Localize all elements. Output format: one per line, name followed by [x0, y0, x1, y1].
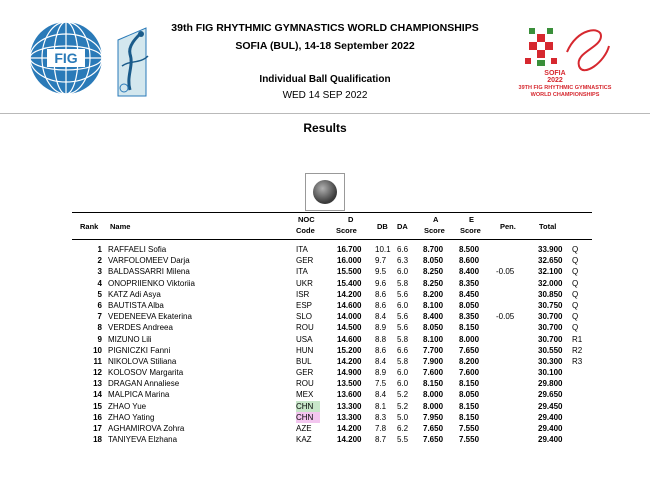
cell-a: 8.150: [423, 379, 444, 389]
sofia-logo-line2: 2022: [547, 77, 563, 84]
cell-noc: CHN: [296, 401, 320, 412]
cell-da: 6.6: [397, 245, 409, 254]
sofia-logo-line3: 39TH FIG RHYTHMIC GYMNASTICS: [518, 85, 612, 91]
cell-db: 8.9: [375, 323, 387, 333]
cell-e: 8.150: [459, 412, 480, 422]
table-row: [72, 389, 592, 400]
cell-d: 14.200: [337, 424, 362, 433]
cell-total: 30.550: [538, 345, 563, 355]
col-noc: NOC: [298, 215, 315, 224]
cell-a: 7.950: [423, 412, 444, 422]
cell-name: KOLOSOV Margarita: [108, 368, 184, 378]
cell-total: 29.400: [538, 435, 563, 445]
table-row: [72, 356, 592, 367]
cell-rank: 14: [93, 390, 102, 400]
cell-e: 8.150: [459, 379, 480, 389]
cell-a: 8.250: [423, 278, 444, 288]
table-row: [72, 278, 592, 289]
cell-noc: ROU: [296, 379, 314, 389]
col-e-score: Score: [460, 226, 481, 235]
cell-total: 29.650: [538, 390, 563, 400]
cell-da: 6.0: [397, 300, 409, 310]
cell-total: 32.650: [538, 256, 563, 266]
cell-name: ZHAO Yating: [108, 412, 155, 422]
cell-e: 8.150: [459, 323, 480, 333]
cell-noc: KAZ: [296, 435, 312, 445]
col-da: DA: [397, 222, 408, 231]
table-header: [72, 212, 592, 240]
cell-d: 16.000: [337, 256, 362, 266]
cell-da: 5.8: [397, 334, 409, 344]
cell-noc: ITA: [296, 245, 308, 254]
cell-da: 5.2: [397, 390, 409, 400]
cell-d: 15.200: [337, 345, 362, 355]
col-d-score: Score: [336, 226, 357, 235]
cell-name: ZHAO Yue: [108, 401, 147, 411]
cell-noc: ESP: [296, 300, 313, 310]
cell-e: 8.350: [459, 278, 480, 288]
col-code: Code: [296, 226, 315, 235]
col-rank: Rank: [80, 222, 99, 231]
cell-total: 30.700: [538, 334, 563, 344]
cell-da: 5.6: [397, 289, 409, 299]
results-table: [72, 212, 592, 445]
cell-da: 5.8: [397, 278, 409, 288]
cell-total: 32.100: [538, 267, 563, 277]
table-row: [72, 300, 592, 311]
cell-noc: CHN: [296, 412, 320, 423]
cell-d: 14.600: [337, 300, 362, 310]
table-row: [72, 289, 592, 300]
cell-a: 8.050: [423, 323, 444, 333]
cell-da: 5.8: [397, 356, 409, 366]
cell-noc: UKR: [296, 278, 313, 288]
cell-d: 14.200: [337, 289, 362, 299]
cell-name: PIGNICZKI Fanni: [108, 345, 171, 355]
cell-da: 5.6: [397, 312, 409, 322]
cell-q: Q: [572, 323, 579, 333]
cell-d: 13.300: [337, 412, 362, 422]
cell-total: 30.700: [538, 323, 563, 333]
cell-a: 7.650: [423, 435, 444, 445]
cell-rank: 6: [97, 300, 102, 310]
cell-db: 9.6: [375, 278, 387, 288]
cell-name: NIKOLOVA Stiliana: [108, 356, 177, 366]
cell-name: DRAGAN Annaliese: [108, 379, 180, 389]
cell-noc: AZE: [296, 424, 312, 433]
cell-q: Q: [572, 289, 579, 299]
cell-a: 8.700: [423, 245, 444, 254]
cell-q: R2: [572, 345, 583, 355]
header-divider: [0, 113, 650, 114]
cell-rank: 16: [93, 412, 102, 422]
cell-da: 5.2: [397, 401, 409, 411]
cell-d: 15.500: [337, 267, 362, 277]
cell-total: 29.800: [538, 379, 563, 389]
section-title: Results: [303, 121, 347, 135]
cell-q: Q: [572, 245, 579, 254]
cell-q: Q: [572, 300, 579, 310]
cell-db: 8.1: [375, 401, 387, 411]
cell-db: 9.7: [375, 256, 387, 266]
cell-d: 13.600: [337, 390, 362, 400]
cell-noc: SLO: [296, 312, 313, 322]
cell-e: 8.200: [459, 356, 480, 366]
cell-e: 8.050: [459, 300, 480, 310]
cell-total: 29.400: [538, 424, 563, 433]
cell-a: 8.050: [423, 256, 444, 266]
cell-noc: BUL: [296, 356, 312, 366]
cell-rank: 4: [97, 278, 102, 288]
cell-total: 29.400: [538, 412, 563, 422]
col-total: Total: [539, 222, 557, 231]
cell-total: 30.700: [538, 312, 563, 322]
cell-total: 30.850: [538, 289, 563, 299]
cell-db: 9.5: [375, 267, 387, 277]
cell-rank: 13: [93, 379, 102, 389]
sofia-logo-line4: WORLD CHAMPIONSHIPS: [530, 92, 600, 98]
cell-name: VARFOLOMEEV Darja: [108, 256, 190, 266]
col-a-score: Score: [424, 226, 445, 235]
cell-a: 7.600: [423, 368, 444, 378]
championship-title: 39th FIG RHYTHMIC GYMNASTICS WORLD CHAMPIONSHIPS: [171, 22, 479, 34]
cell-a: 8.200: [423, 289, 444, 299]
cell-a: 8.100: [423, 334, 444, 344]
table-row: [72, 266, 592, 277]
cell-q: Q: [572, 256, 579, 266]
cell-d: 15.400: [337, 278, 362, 288]
cell-rank: 8: [97, 323, 102, 333]
cell-db: 8.4: [375, 312, 387, 322]
cell-e: 8.000: [459, 334, 480, 344]
cell-da: 5.0: [397, 412, 409, 422]
fig-logo-text: FIG: [54, 50, 78, 66]
cell-da: 5.5: [397, 435, 409, 445]
table-row: [72, 401, 592, 412]
cell-a: 7.700: [423, 345, 444, 355]
cell-rank: 7: [97, 312, 102, 322]
cell-a: 7.900: [423, 356, 444, 366]
cell-e: 8.150: [459, 401, 480, 411]
cell-rank: 15: [93, 401, 102, 411]
cell-name: ONOPRIIENKO Viktoriia: [108, 278, 195, 288]
table-body: [72, 240, 592, 445]
cell-db: 7.5: [375, 379, 387, 389]
championship-location: SOFIA (BUL), 14-18 September 2022: [235, 40, 415, 52]
cell-rank: 18: [93, 435, 102, 445]
cell-a: 8.000: [423, 401, 444, 411]
cell-db: 8.4: [375, 390, 387, 400]
cell-q: Q: [572, 267, 579, 277]
cell-name: VEDENEEVA Ekaterina: [108, 312, 192, 322]
table-row: [72, 345, 592, 356]
cell-db: 8.7: [375, 435, 387, 445]
cell-pen: -0.05: [496, 267, 515, 277]
cell-db: 10.1: [375, 245, 391, 254]
cell-total: 32.000: [538, 278, 563, 288]
table-row: [72, 322, 592, 333]
cell-rank: 1: [97, 245, 102, 254]
cell-da: 6.0: [397, 267, 409, 277]
cell-e: 8.400: [459, 267, 480, 277]
cell-noc: GER: [296, 368, 314, 378]
cell-total: 29.450: [538, 401, 563, 411]
cell-name: MIZUNO Lili: [108, 334, 152, 344]
cell-d: 14.900: [337, 368, 362, 378]
table-row: [72, 244, 592, 255]
cell-q: R1: [572, 334, 583, 344]
cell-a: 8.100: [423, 300, 444, 310]
sofia-logo-line1: SOFIA: [544, 70, 566, 77]
cell-name: BAUTISTA Alba: [108, 300, 164, 310]
cell-rank: 12: [93, 368, 102, 378]
cell-noc: ITA: [296, 267, 308, 277]
cell-e: 8.500: [459, 245, 480, 254]
cell-q: R3: [572, 356, 583, 366]
cell-total: 30.300: [538, 356, 563, 366]
cell-e: 8.350: [459, 312, 480, 322]
cell-total: 33.900: [538, 245, 563, 254]
cell-db: 7.8: [375, 424, 387, 433]
cell-d: 14.200: [337, 356, 362, 366]
cell-d: 14.200: [337, 435, 362, 445]
cell-db: 8.8: [375, 334, 387, 344]
cell-e: 7.550: [459, 424, 480, 433]
ball-apparatus-icon: [305, 173, 345, 211]
table-row: [72, 367, 592, 378]
cell-noc: ROU: [296, 323, 314, 333]
cell-a: 8.000: [423, 390, 444, 400]
cell-name: AGHAMIROVA Zohra: [108, 424, 185, 433]
cell-d: 14.500: [337, 323, 362, 333]
event-name: Individual Ball Qualification: [259, 74, 391, 85]
cell-d: 13.500: [337, 379, 362, 389]
cell-noc: USA: [296, 334, 313, 344]
cell-name: KATZ Adi Asya: [108, 289, 161, 299]
cell-noc: ISR: [296, 289, 310, 299]
cell-q: Q: [572, 278, 579, 288]
cell-e: 8.050: [459, 390, 480, 400]
table-row: [72, 255, 592, 266]
cell-name: RAFFAELI Sofia: [108, 245, 167, 254]
cell-rank: 11: [93, 356, 102, 366]
cell-db: 8.6: [375, 300, 387, 310]
cell-name: VERDES Andreea: [108, 323, 173, 333]
table-row: [72, 434, 592, 445]
cell-d: 16.700: [337, 245, 362, 254]
cell-e: 7.600: [459, 368, 480, 378]
table-row: [72, 311, 592, 322]
cell-rank: 10: [93, 345, 102, 355]
cell-name: MALPICA Marina: [108, 390, 170, 400]
event-date: WED 14 SEP 2022: [282, 90, 368, 101]
cell-e: 8.450: [459, 289, 480, 299]
col-d: D: [348, 215, 354, 224]
cell-e: 7.650: [459, 345, 480, 355]
cell-pen: -0.05: [496, 312, 515, 322]
cell-db: 8.4: [375, 356, 387, 366]
cell-db: 8.6: [375, 345, 387, 355]
table-row: [72, 378, 592, 389]
cell-d: 13.300: [337, 401, 362, 411]
cell-rank: 2: [97, 256, 102, 266]
cell-da: 5.6: [397, 323, 409, 333]
table-row: [72, 412, 592, 423]
cell-da: 6.3: [397, 256, 409, 266]
cell-name: TANIYEVA Elzhana: [108, 435, 178, 445]
cell-rank: 17: [93, 424, 102, 433]
cell-rank: 3: [97, 267, 102, 277]
cell-da: 6.2: [397, 424, 409, 433]
cell-name: BALDASSARRI Milena: [108, 267, 190, 277]
cell-d: 14.000: [337, 312, 362, 322]
cell-db: 8.6: [375, 289, 387, 299]
col-e: E: [469, 215, 475, 224]
cell-q: Q: [572, 312, 579, 322]
table-row: [72, 334, 592, 345]
cell-total: 30.750: [538, 300, 563, 310]
cell-e: 7.550: [459, 435, 480, 445]
cell-a: 8.400: [423, 312, 444, 322]
cell-noc: MEX: [296, 390, 314, 400]
cell-rank: 5: [97, 289, 102, 299]
table-row: [72, 423, 592, 434]
cell-rank: 9: [97, 334, 102, 344]
col-pen: Pen.: [500, 222, 516, 231]
cell-a: 7.650: [423, 424, 444, 433]
cell-db: 8.3: [375, 412, 387, 422]
cell-da: 6.0: [397, 368, 409, 378]
cell-da: 6.6: [397, 345, 409, 355]
cell-db: 8.9: [375, 368, 387, 378]
cell-a: 8.250: [423, 267, 444, 277]
cell-noc: GER: [296, 256, 314, 266]
rhythmic-gymnastics-logo: [108, 26, 156, 98]
col-name: Name: [110, 222, 131, 231]
cell-d: 14.600: [337, 334, 362, 344]
cell-e: 8.600: [459, 256, 480, 266]
col-a: A: [433, 215, 439, 224]
cell-total: 30.100: [538, 368, 563, 378]
cell-noc: HUN: [296, 345, 314, 355]
col-db: DB: [377, 222, 388, 231]
cell-da: 6.0: [397, 379, 409, 389]
